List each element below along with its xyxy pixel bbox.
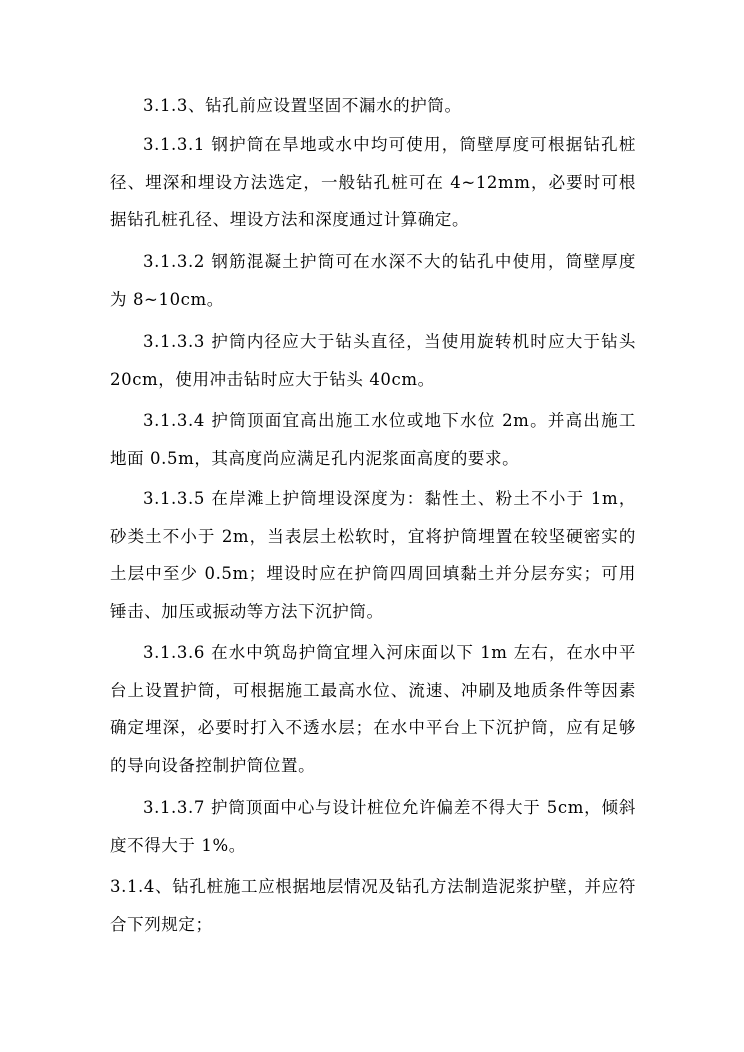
- paragraph-3-1-3-4: 3.1.3.4 护筒顶面宜高出施工水位或地下水位 2m。并高出施工地面 0.5m，其高度尚应满足孔内泥浆面高度的要求。: [110, 411, 636, 468]
- paragraph-3-1-3-6: 3.1.3.6 在水中筑岛护筒宜埋入河床面以下 1m 左右，在水中平台上设置护筒，可根据施工最高水位、流速、冲刷及地质条件等因素确定埋深，必要时打入不透水层；在水中平台上下沉护筒，应有足够的导向设备控制护筒位置。: [110, 643, 636, 775]
- paragraph-3-1-3-2: 3.1.3.2 钢筋混凝土护筒可在水深不大的钻孔中使用，筒壁厚度为 8~10cm。: [110, 252, 636, 309]
- paragraph-3-1-3: 3.1.3、钻孔前应设置坚固不漏水的护筒。: [143, 96, 462, 115]
- paragraph-3-1-3-3: 3.1.3.3 护筒内径应大于钻头直径，当使用旋转机时应大于钻头20cm，使用冲击钻时应大于钻头 40cm。: [110, 332, 636, 389]
- paragraph-3-1-3-5: 3.1.3.5 在岸滩上护筒埋设深度为：黏性土、粉土不小于 1m，砂类土不小于 2m，当表层土松软时，宜将护筒埋置在较坚硬密实的土层中至少 0.5m；埋设时应在护筒四周回填黏土并分层夯实；可用锤击、加压或振动等方法下沉护筒。: [110, 489, 636, 621]
- paragraph-3-1-3-7: 3.1.3.7 护筒顶面中心与设计桩位允许偏差不得大于 5cm，倾斜度不得大于 1%。: [110, 798, 636, 855]
- paragraph-3-1-3-1: 3.1.3.1 钢护筒在旱地或水中均可使用，筒壁厚度可根据钻孔桩径、埋深和埋设方法选定，一般钻孔桩可在 4~12mm，必要时可根据钻孔桩孔径、埋设方法和深度通过计算确定。: [110, 135, 636, 229]
- paragraph-3-1-4: 3.1.4、钻孔桩施工应根据地层情况及钻孔方法制造泥浆护壁，并应符合下列规定；: [110, 877, 636, 934]
